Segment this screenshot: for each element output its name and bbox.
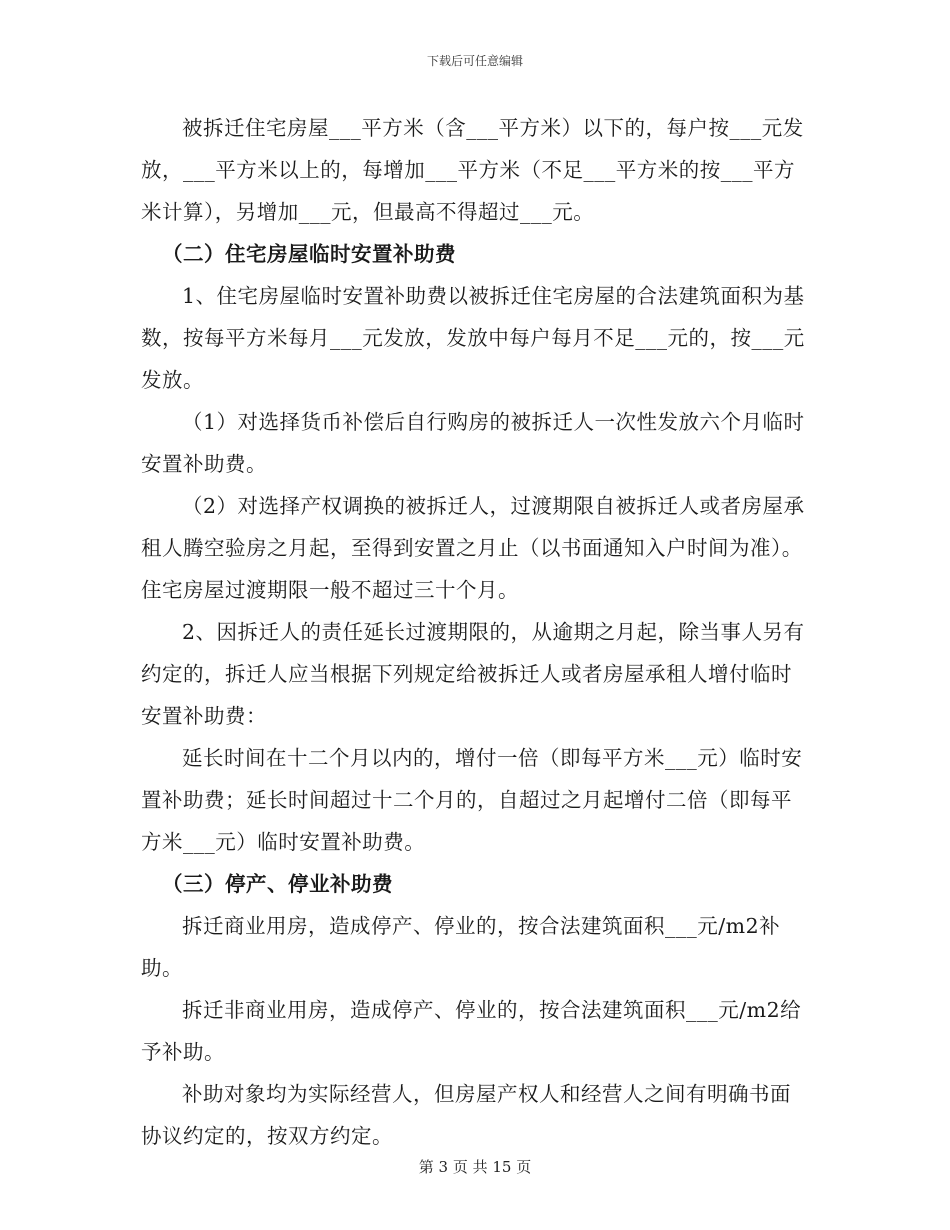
- paragraph-property-exchange: （2）对选择产权调换的被拆迁人，过渡期限自被拆迁人或者房屋承租人腾空验房之月起，至得到安置之月止（以书面通知入户时间为准）。住宅房屋过渡期限一般不超过三十个月。: [141, 494, 805, 602]
- paragraph-extension-rates: 延长时间在十二个月以内的，增付一倍（即每平方米___元）临时安置补助费；延长时间超过十二个月的，自超过之月起增付二倍（即每平方米___元）临时安置补助费。: [141, 746, 803, 854]
- page-number: 第 3 页 共 15 页: [418, 1158, 532, 1176]
- paragraph-monetary-compensation: （1）对选择货币补偿后自行购房的被拆迁人一次性发放六个月临时安置补助费。: [141, 410, 805, 476]
- paragraph-subsidy-recipient: 补助对象均为实际经营人，但房屋产权人和经营人之间有明确书面协议约定的，按双方约定。: [141, 1082, 791, 1148]
- document-body: [141, 107, 807, 1157]
- paragraph-compensation-rules: 被拆迁住宅房屋___平方米（含___平方米）以下的，每户按___元发放，___平方米以上的，每增加___平方米（不足___平方米的按___平方米计算），另增加___元，但最高不得超过___元。: [141, 116, 804, 224]
- paragraph-extension-liability: 2、因拆迁人的责任延长过渡期限的，从逾期之月起，除当事人另有约定的，拆迁人应当根据下列规定给被拆迁人或者房屋承租人增付临时安置补助费：: [141, 620, 805, 728]
- page-header: 下载后可任意编辑: [426, 54, 523, 68]
- section-heading-temporary-resettlement: （二）住宅房屋临时安置补助费: [162, 242, 456, 266]
- paragraph-commercial-property: 拆迁商业用房，造成停产、停业的，按合法建筑面积___元/m2补助。: [141, 914, 781, 980]
- section-heading-business-suspension: （三）停产、停业补助费: [162, 872, 393, 896]
- paragraph-resettlement-basis: 1、住宅房屋临时安置补助费以被拆迁住宅房屋的合法建筑面积为基数，按每平方米每月___元发放，发放中每户每月不足___元的，按___元发放。: [141, 284, 805, 392]
- paragraph-noncommercial-property: 拆迁非商业用房，造成停产、停业的，按合法建筑面积___元/m2给予补助。: [141, 998, 802, 1064]
